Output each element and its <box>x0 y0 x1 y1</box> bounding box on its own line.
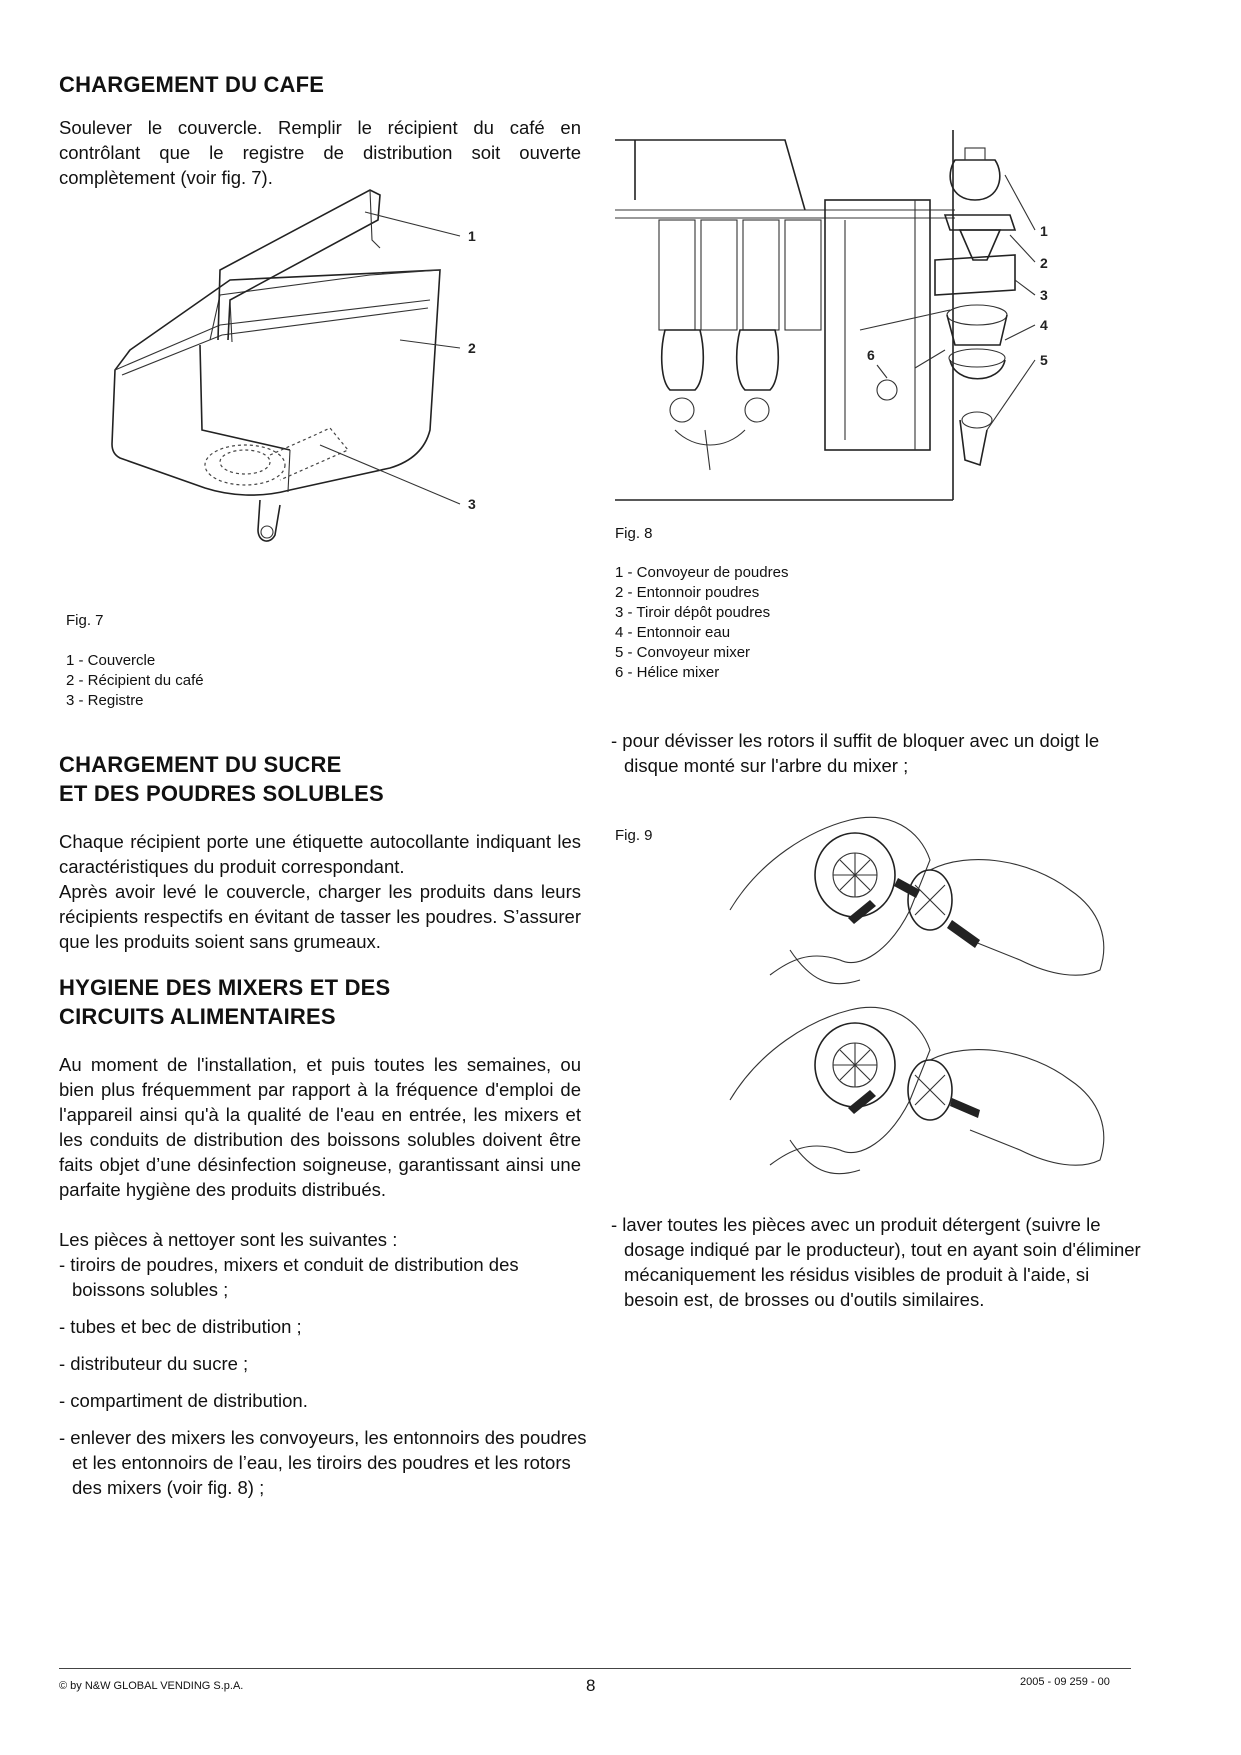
fig7-callout-3: 3 <box>468 496 476 512</box>
fig7-legend-item: 3 - Registre <box>66 692 144 709</box>
heading-chargement-sucre <box>59 750 581 808</box>
fig8-legend-item: 4 - Entonnoir eau <box>615 624 731 641</box>
fig8-legend-item: 1 - Convoyeur de poudres <box>615 564 789 581</box>
hands-bottom <box>730 1007 1104 1173</box>
list-item: - tiroirs de poudres, mixers et conduit de distribution des boissons solubles ; <box>59 1254 519 1300</box>
footer-copyright: © by N&W GLOBAL VENDING S.p.A. <box>59 1680 244 1692</box>
footer-doc-code: 2005 - 09 259 - 00 <box>1020 1676 1110 1688</box>
para-chargement-cafe: Soulever le couvercle. Remplir le récipient du café en contrôlant que le registre de distribution soit ouverte complètement (voir fig. 7). <box>59 117 581 188</box>
heading-line: ET DES POUDRES SOLUBLES <box>59 781 384 806</box>
list-item-laver: - laver toutes les pièces avec un produit détergent (suivre le dosage indiqué par le producteur), tout en ayant soin d'éliminer mécaniquement les résidus visibles de produit à l'aide, si besoin est, de brosses ou d'outils similaires. <box>611 1214 1141 1310</box>
hands-top <box>730 817 1104 983</box>
fig7-legend-item: 1 - Couvercle <box>66 652 156 669</box>
fig9-rotor-unscrewing-drawing <box>730 800 1120 1170</box>
fig8-label: Fig. 8 <box>615 525 653 542</box>
para-pieces-intro: Les pièces à nettoyer sont les suivantes : <box>59 1229 398 1250</box>
fig8-legend <box>615 563 1135 683</box>
fig7-legend <box>66 651 588 711</box>
fig8-legend-item: 3 - Tiroir dépôt poudres <box>615 604 771 621</box>
heading-chargement-cafe: CHARGEMENT DU CAFE <box>59 72 325 97</box>
para-etiquette: Chaque récipient porte une étiquette autocollante indiquant les caractéristiques du produit correspondant. <box>59 831 581 877</box>
fig7-callout-2: 2 <box>468 340 476 356</box>
fig8-callout-4: 4 <box>1040 317 1048 333</box>
footer-rule <box>59 1668 1131 1669</box>
fig7-label: Fig. 7 <box>66 612 104 629</box>
fig8-callout-2: 2 <box>1040 255 1048 271</box>
para-charger-produits: Après avoir levé le couvercle, charger les produits dans leurs récipients respectifs en évitant de tasser les poudres. S’assurer que les produits soient sans grumeaux. <box>59 881 581 952</box>
fig8-callout-6: 6 <box>867 347 875 363</box>
fig8-legend-item: 2 - Entonnoir poudres <box>615 584 760 601</box>
fig8-legend-item: 5 - Convoyeur mixer <box>615 644 751 661</box>
fig8-legend-item: 6 - Hélice mixer <box>615 664 720 681</box>
fig8-callout-5: 5 <box>1040 352 1048 368</box>
fig8-mixer-drawing <box>615 130 1130 510</box>
para-hygiene: Au moment de l'installation, et puis toutes les semaines, ou bien plus fréquemment par rapport à la fréquence d'emploi de l'appareil ainsi qu'à la qualité de l'eau en entrée, les mixers et les conduits de distribution des boissons solubles doivent être faits objet d’une désinfection soigneuse, garantissant ainsi une parfaite hygiène des produits distribués. <box>59 1054 581 1200</box>
list-item: - distributeur du sucre ; <box>59 1353 249 1374</box>
list-item-rotor: - pour dévisser les rotors il suffit de bloquer avec un doigt le disque monté sur l'arbre du mixer ; <box>611 730 1100 776</box>
heading-hygiene <box>59 973 581 1031</box>
fig7-legend-item: 2 - Récipient du café <box>66 672 204 689</box>
fig8-callout-3: 3 <box>1040 287 1048 303</box>
list-item: - compartiment de distribution. <box>59 1390 308 1411</box>
heading-line: CIRCUITS ALIMENTAIRES <box>59 1004 336 1029</box>
fig9-label: Fig. 9 <box>615 827 653 844</box>
fig8-callout-1: 1 <box>1040 223 1048 239</box>
heading-line: HYGIENE DES MIXERS ET DES <box>59 975 391 1000</box>
list-item: - tubes et bec de distribution ; <box>59 1316 302 1337</box>
fig7-callout-1: 1 <box>468 228 476 244</box>
fig7-coffee-container-drawing <box>110 200 570 620</box>
heading-line: CHARGEMENT DU SUCRE <box>59 752 342 777</box>
page-number: 8 <box>586 1676 596 1695</box>
list-item: - enlever des mixers les convoyeurs, les entonnoirs des poudres et les entonnoirs de l’eau, les tiroirs des poudres et les rotors des mixers (voir fig. 8) ; <box>59 1427 587 1498</box>
